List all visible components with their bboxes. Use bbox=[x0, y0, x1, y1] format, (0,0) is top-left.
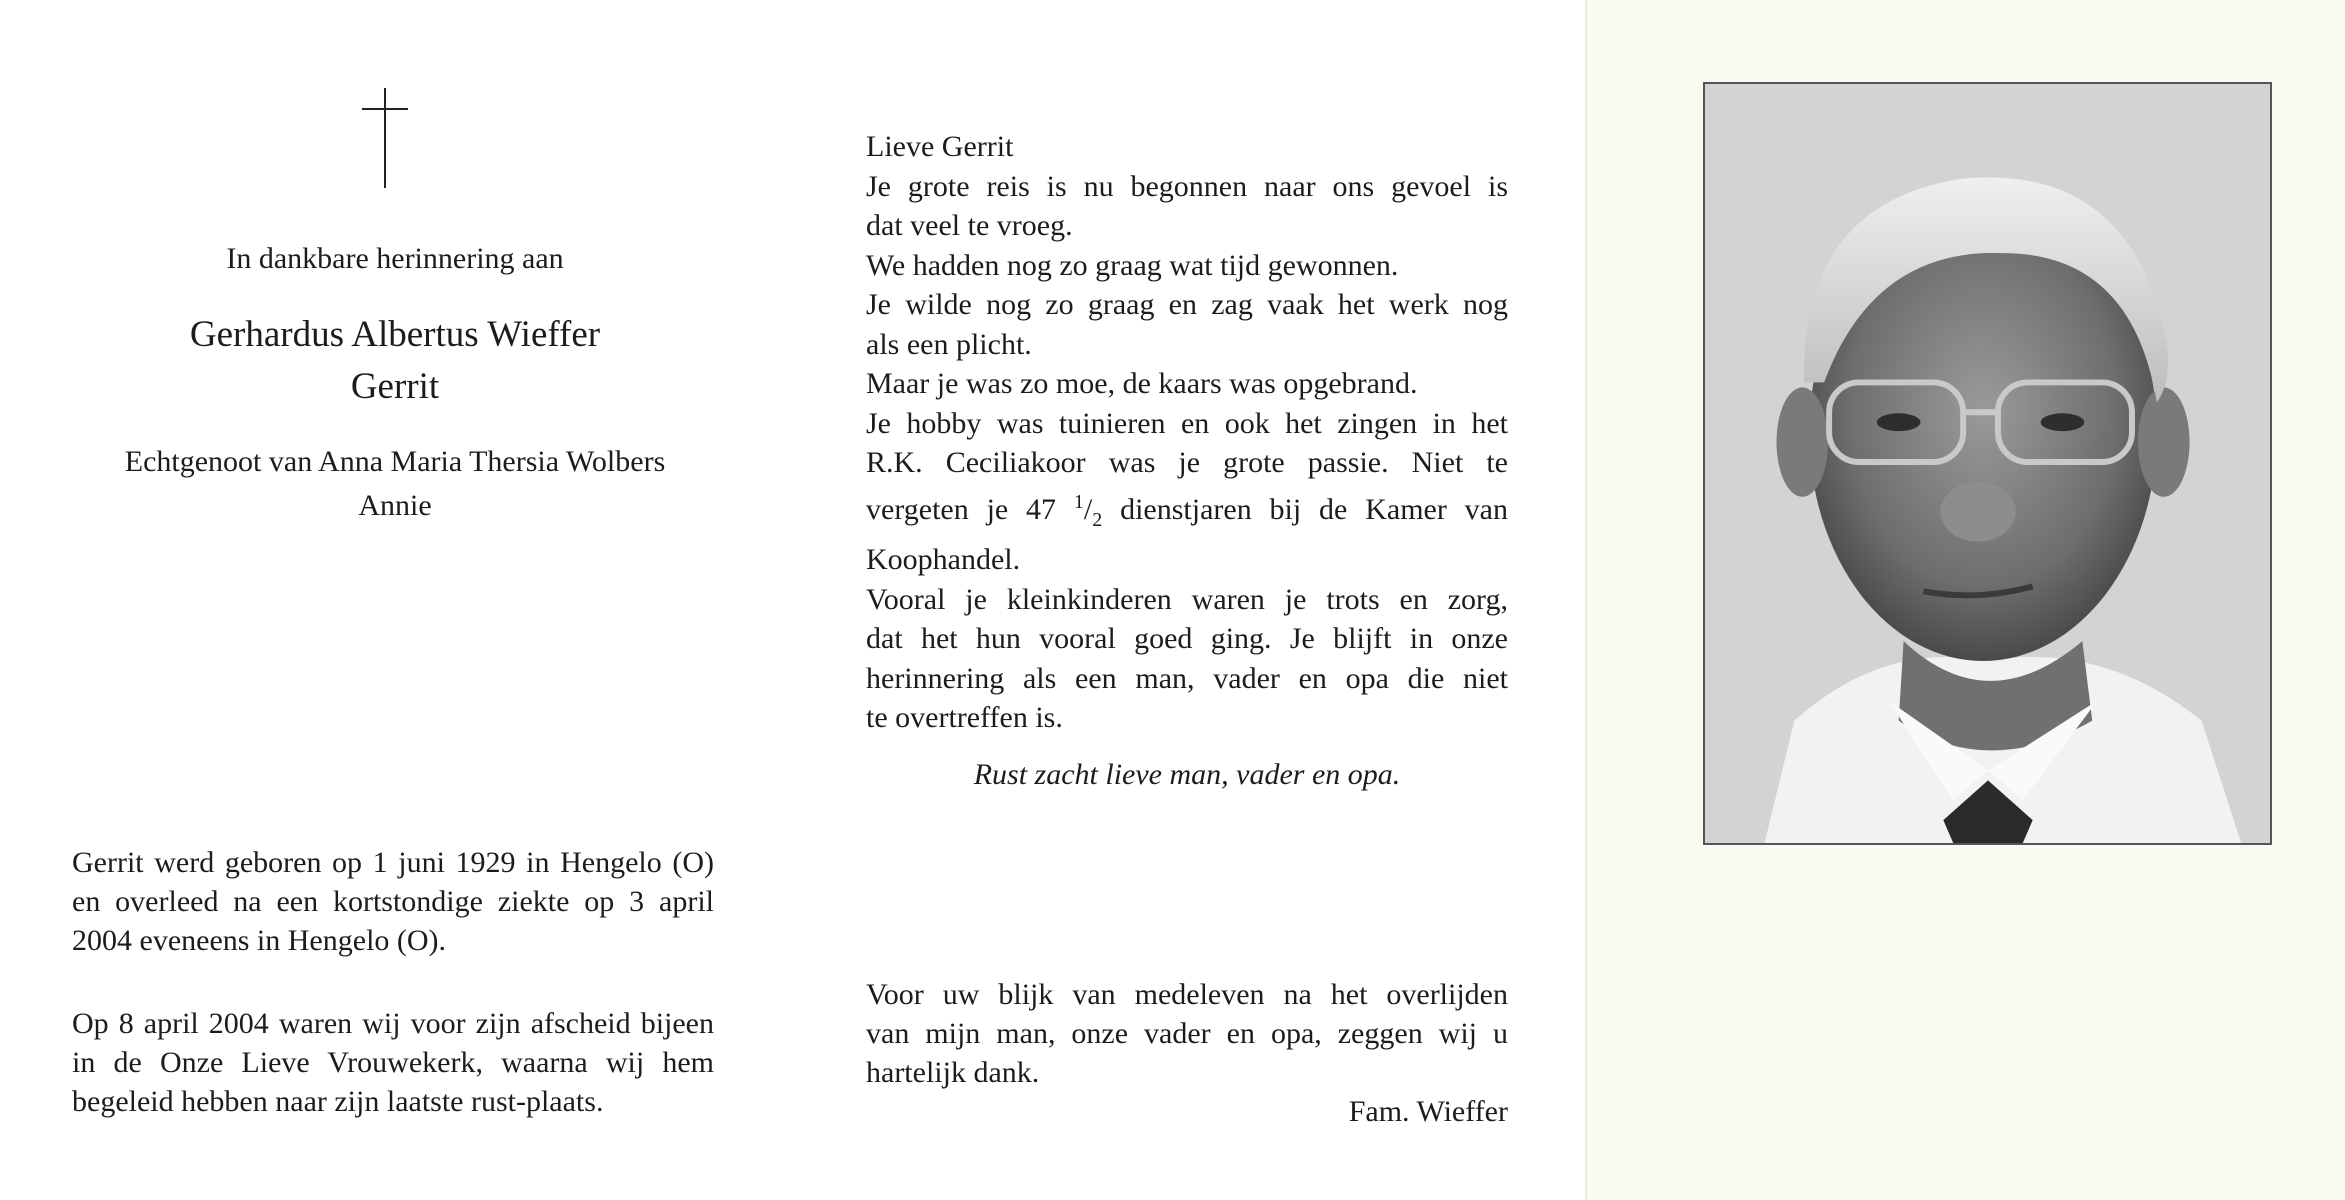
portrait-illustration bbox=[1705, 84, 2270, 843]
poem-line: R.K. Ceciliakoor was je grote passie. Niet te bbox=[866, 446, 1508, 479]
poem-line: herinnering als een man, vader en opa die niet bbox=[866, 661, 1508, 695]
thanks-paragraph: Voor uw blijk van medeleven na het overlijden van mijn man, onze vader en opa, zeggen wij u hartelijk dank. bbox=[866, 978, 1508, 1089]
poem-line-fraction: vergeten je 47 $^1/_2$ dienstjaren bij de Kamer van bbox=[866, 490, 1508, 531]
nickname: Gerrit bbox=[350, 366, 440, 407]
spouse-block bbox=[60, 440, 730, 528]
card-fold bbox=[1585, 0, 1587, 1200]
fraction: $^1/_2$ bbox=[1073, 490, 1103, 531]
poem-line: dat het hun vooral goed ging. Je blijft in onze bbox=[866, 622, 1508, 655]
poem-line: We hadden nog zo graag wat tijd gewonnen. bbox=[866, 248, 1399, 282]
cross-icon bbox=[360, 88, 410, 188]
poem-line: Lieve Gerrit bbox=[866, 130, 1014, 163]
poem-line: Je hobby was tuinieren en ook het zingen in het bbox=[866, 406, 1508, 440]
spouse-nickname: Annie bbox=[358, 489, 432, 522]
poem bbox=[866, 127, 1508, 738]
poem-line: dat veel te vroeg. bbox=[866, 209, 1073, 242]
intro-text: In dankbare herinnering aan bbox=[226, 242, 564, 275]
bio-paragraph-2: Op 8 april 2004 waren wij voor zijn afscheid bijeen in de Onze Lieve Vrouwekerk, waarna wij hem begeleid hebben naar zijn laatste rust-plaats. bbox=[72, 1007, 714, 1118]
signature: Fam. Wieffer bbox=[1348, 1095, 1508, 1128]
poem-line: te overtreffen is. bbox=[866, 701, 1063, 734]
full-name: Gerhardus Albertus Wieffer bbox=[189, 314, 601, 355]
deceased-name bbox=[80, 309, 710, 413]
poem-line: Maar je was zo moe, de kaars was opgebrand. bbox=[866, 367, 1418, 400]
poem-line: Koophandel. bbox=[866, 543, 1021, 576]
portrait-photo bbox=[1703, 82, 2272, 845]
poem-line: Je wilde nog zo graag en zag vaak het werk nog bbox=[866, 288, 1508, 321]
poem-line: als een plicht. bbox=[866, 327, 1032, 361]
poem-line: Je grote reis is nu begonnen naar ons gevoel is bbox=[866, 169, 1508, 203]
bio-paragraph-1: Gerrit werd geboren op 1 juni 1929 in Hengelo (O) en overleed na een kortstondige ziekte op 3 april 2004 eveneens in Hengelo (O). bbox=[72, 846, 714, 957]
poem-line: Vooral je kleinkinderen waren je trots en zorg, bbox=[866, 582, 1508, 616]
closing-line: Rust zacht lieve man, vader en opa. bbox=[973, 758, 1401, 791]
spouse-name: Echtgenoot van Anna Maria Thersia Wolbers bbox=[124, 445, 666, 478]
